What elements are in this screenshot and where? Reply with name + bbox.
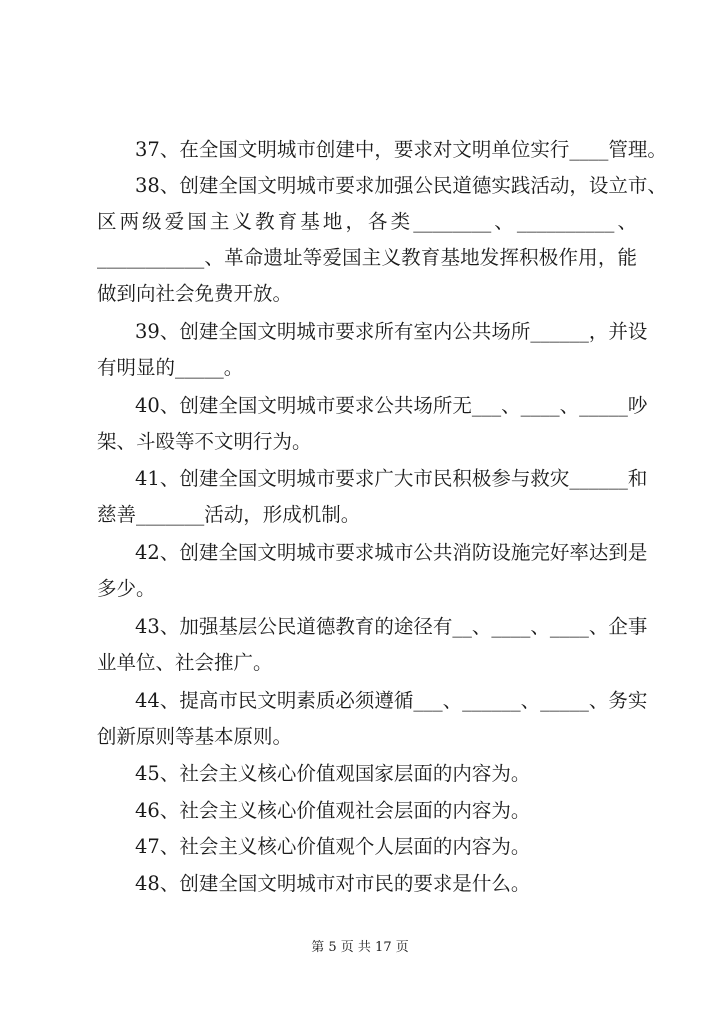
question-38-line-1: 38、创建全国文明城市要求加强公民道德实践活动，设立市、 (135, 174, 667, 197)
question-38-line-2: 区两级爱国主义教育基地，各类________、__________、 (97, 210, 637, 233)
question-43-line-2: 业单位、社会推广。 (97, 651, 273, 674)
question-43-line-1: 43、加强基层公民道德教育的途径有__、____、____、企事 (135, 615, 648, 638)
question-46-line: 46、社会主义核心价值观社会层面的内容为。 (135, 799, 531, 822)
question-42-line-2: 多少。 (97, 577, 156, 600)
question-41-line-2: 慈善_______活动，形成机制。 (97, 503, 361, 526)
question-38-line-4: 做到向社会免费开放。 (97, 282, 293, 305)
question-39-line-2: 有明显的_____。 (97, 356, 244, 379)
question-40-line-1: 40、创建全国文明城市要求公共场所无___、____、_____吵 (135, 394, 648, 417)
page-number-footer: 第 5 页 共 17 页 (311, 940, 409, 955)
question-48-line: 48、创建全国文明城市对市民的要求是什么。 (135, 872, 531, 895)
question-44-line-2: 创新原则等基本原则。 (97, 725, 293, 748)
question-41-line-1: 41、创建全国文明城市要求广大市民积极参与救灾______和 (135, 467, 648, 490)
question-47-line: 47、社会主义核心价值观个人层面的内容为。 (135, 835, 531, 858)
question-45-line: 45、社会主义核心价值观国家层面的内容为。 (135, 762, 531, 785)
question-44-line-1: 44、提高市民文明素质必须遵循___、______、_____、务实 (135, 689, 648, 712)
question-38-line-3: ___________、革命遗址等爱国主义教育基地发挥积极作用，能 (97, 246, 637, 269)
question-42-line-1: 42、创建全国文明城市要求城市公共消防设施完好率达到是 (135, 541, 648, 564)
question-40-line-2: 架、斗殴等不文明行为。 (97, 430, 312, 453)
question-37-line-1: 37、在全国文明城市创建中，要求对文明单位实行____管理。 (135, 138, 667, 161)
question-39-line-1: 39、创建全国文明城市要求所有室内公共场所______，并设 (135, 320, 648, 343)
